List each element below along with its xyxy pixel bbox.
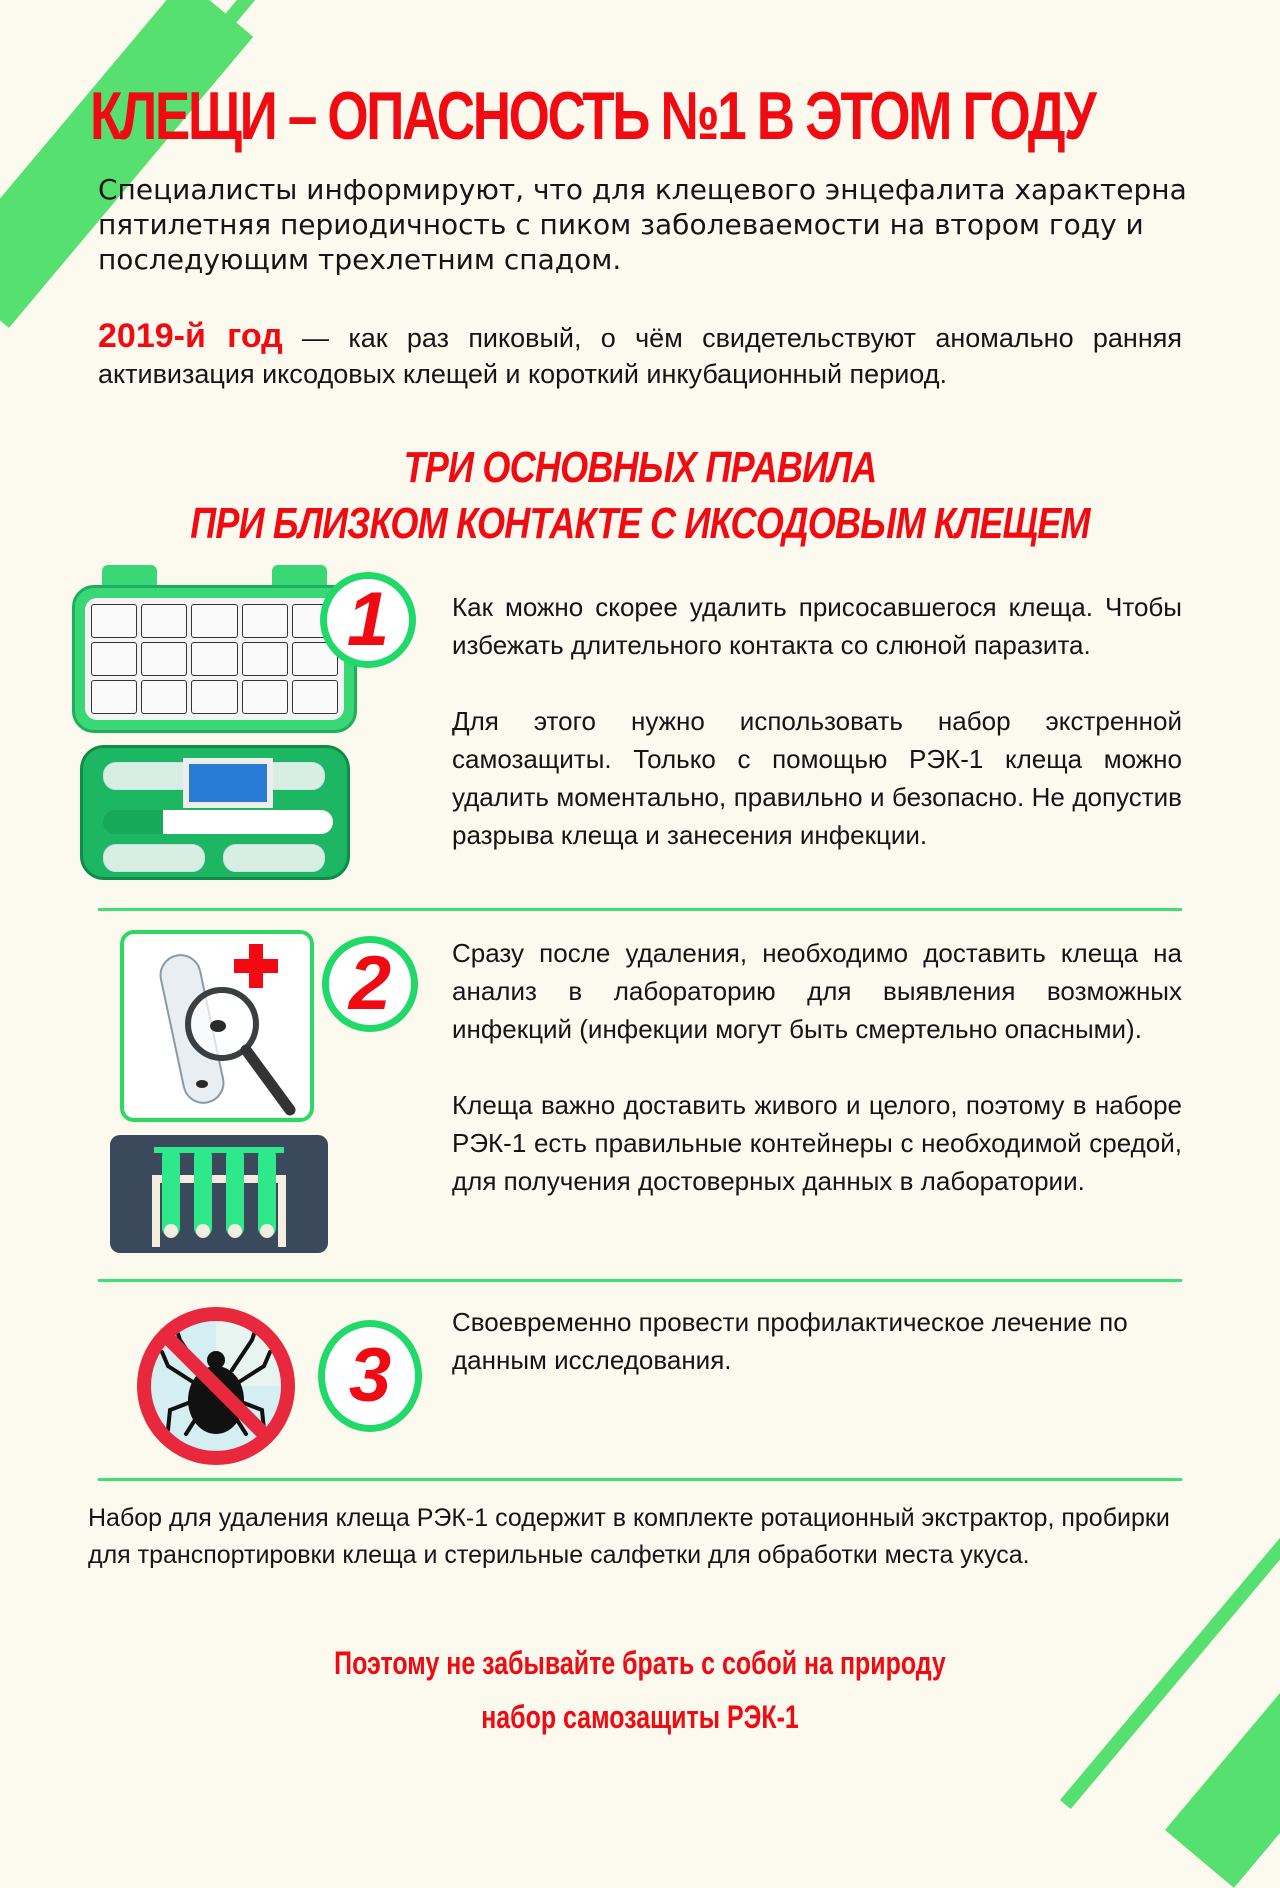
rule-paragraph: Своевременно провести профилактическое лечение по данным исследования.: [452, 1307, 1128, 1375]
peak-year-paragraph: [98, 318, 1182, 392]
rules-heading: [0, 440, 1280, 552]
kit-contents-paragraph: Набор для удаления клеща РЭК-1 содержит в комплекте ротационный экстрактор, пробирки для транспортировки клеща и стерильные салфетки для обработки места укуса.: [88, 1504, 1170, 1569]
section-divider: [98, 1279, 1182, 1282]
rules-heading-line-1: ТРИ ОСНОВНЫХ ПРАВИЛА: [403, 443, 877, 492]
no-tick-icon: [130, 1300, 302, 1472]
rule-paragraph: Как можно скорее удалить присосавшегося клеща. Чтобы избежать длительного контакта со слюной паразита.: [452, 592, 1182, 660]
call-to-action-line-2: набор самозащиты РЭК-1: [481, 1699, 799, 1735]
rule-paragraph: Для этого нужно использовать набор экстренной самозащиты. Только с помощью РЭК-1 клеща можно удалить моментально, правильно и безопасно. Не допустив разрыва клеща и занесения инфекции.: [452, 706, 1182, 850]
rule-2-text: [452, 934, 1182, 1238]
rule-1-text: [452, 588, 1182, 892]
rule-number-badge: 2: [322, 936, 418, 1032]
rule-paragraph: Сразу после удаления, необходимо доставить клеща на анализ в лабораторию для выявления возможных инфекций (инфекции могут быть смертельно опасными).: [452, 938, 1182, 1044]
rule-paragraph: Клеща важно доставить живого и целого, поэтому в наборе РЭК-1 есть правильные контейнеры с необходимой средой, для получения достоверных данных в лаборатории.: [452, 1090, 1182, 1196]
rules-heading-line-2: ПРИ БЛИЗКОМ КОНТАКТЕ С ИКСОДОВЫМ КЛЕЩЕМ: [190, 499, 1090, 548]
section-divider: [98, 908, 1182, 911]
call-to-action-line-1: Поэтому не забывайте брать с собой на природу: [334, 1645, 946, 1681]
call-to-action: [0, 1636, 1280, 1744]
peak-year-label: 2019-й год: [98, 317, 283, 355]
decorative-stripe: [0, 0, 253, 328]
lab-test-tube-magnifier-icon: [120, 930, 314, 1122]
peak-year-text: — как раз пиковый, о чём свидетельствуют аномально ранняя активизация иксодовых клещей и короткий инкубационный период.: [98, 323, 1182, 389]
rule-3-text: [452, 1303, 1182, 1417]
rule-number-badge: 3: [318, 1320, 422, 1432]
section-divider: [98, 1478, 1182, 1481]
page-title: КЛЕЩИ – ОПАСНОСТЬ №1 В ЭТОМ ГОДУ: [90, 78, 1095, 154]
intro-paragraph: Специалисты информируют, что для клещевого энцефалита характерна пятилетняя периодичность с пиком заболеваемости на втором году и последующим трехлетним спадом.: [98, 173, 1187, 276]
test-tube-rack-icon: [110, 1135, 328, 1253]
rule-number-badge: 1: [320, 572, 416, 668]
